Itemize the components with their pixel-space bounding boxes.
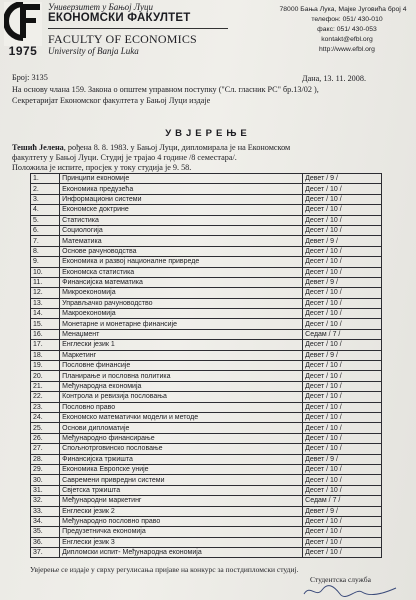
subject-name: Математика <box>60 236 303 246</box>
contact-block <box>280 5 414 55</box>
grade-number: 6. <box>31 225 60 235</box>
subject-name: Економско математички модели и методе <box>60 412 303 422</box>
document-title: УВЈЕРЕЊЕ <box>165 128 251 139</box>
grade-number: 12. <box>31 288 60 298</box>
grade-value: Десет / 10 / <box>303 205 382 215</box>
subject-name: Микроекономија <box>60 288 303 298</box>
grade-number: 37. <box>31 548 60 558</box>
subject-name: Монетарне и монетарне финансије <box>60 319 303 329</box>
faculty-name-cyr: ЕКОНОМСКИ ФАКУЛТЕТ <box>48 12 191 24</box>
table-row <box>31 548 382 558</box>
subject-name: Свјетска тржишта <box>60 485 303 495</box>
table-row <box>31 496 382 506</box>
subject-name: Међународна економија <box>60 381 303 391</box>
document-date: Дана, 13. 11. 2008. <box>302 74 367 83</box>
letterhead <box>48 2 238 57</box>
subject-name: Социологија <box>60 225 303 235</box>
subject-name: Међународно финансирање <box>60 433 303 443</box>
grade-number: 13. <box>31 298 60 308</box>
subject-name: Енглески језик 3 <box>60 537 303 547</box>
subject-name: Финансијска тржишта <box>60 454 303 464</box>
grade-value: Десет / 10 / <box>303 402 382 412</box>
subject-name: Информациони системи <box>60 194 303 204</box>
grade-value: Десет / 10 / <box>303 288 382 298</box>
faculty-logo <box>4 2 42 46</box>
faculty-name-en: FACULTY OF ECONOMICS <box>48 32 197 46</box>
table-row <box>31 288 382 298</box>
grade-value: Десет / 10 / <box>303 319 382 329</box>
grade-value: Десет / 10 / <box>303 475 382 485</box>
address: 78000 Бања Лука, Мајке Југовића број 4 <box>279 6 407 13</box>
fax: факс: 051/ 430-053 <box>317 26 377 33</box>
grade-value: Девет / 9 / <box>303 277 382 287</box>
table-row <box>31 329 382 339</box>
subject-name: Економика предузећа <box>60 184 303 194</box>
document-number: Број: 3135 <box>12 73 48 82</box>
grade-number: 29. <box>31 464 60 474</box>
founding-year: 1975 <box>8 44 38 58</box>
grade-number: 7. <box>31 236 60 246</box>
grade-number: 24. <box>31 412 60 422</box>
subject-name: Макроекономија <box>60 309 303 319</box>
grade-number: 2. <box>31 184 60 194</box>
grades-table <box>30 173 382 558</box>
signature <box>300 582 400 600</box>
grade-value: Десет / 10 / <box>303 257 382 267</box>
grade-number: 34. <box>31 516 60 526</box>
grade-value: Десет / 10 / <box>303 392 382 402</box>
grade-value: Девет / 9 / <box>303 454 382 464</box>
subject-name: Енглески језик 2 <box>60 506 303 516</box>
subject-name: Основе рачуноводства <box>60 246 303 256</box>
letterhead-divider <box>48 28 228 29</box>
grade-number: 26. <box>31 433 60 443</box>
grade-value: Десет / 10 / <box>303 361 382 371</box>
grade-number: 33. <box>31 506 60 516</box>
table-row <box>31 309 382 319</box>
grade-value: Девет / 9 / <box>303 174 382 184</box>
grade-number: 3. <box>31 194 60 204</box>
subject-name: Управљачко рачуноводство <box>60 298 303 308</box>
grade-value: Десет / 10 / <box>303 246 382 256</box>
grade-value: Десет / 10 / <box>303 267 382 277</box>
table-row <box>31 527 382 537</box>
grade-value: Девет / 9 / <box>303 236 382 246</box>
grade-number: 9. <box>31 257 60 267</box>
grade-number: 15. <box>31 319 60 329</box>
table-row <box>31 464 382 474</box>
grade-number: 16. <box>31 329 60 339</box>
table-row <box>31 340 382 350</box>
grade-number: 23. <box>31 402 60 412</box>
grade-value: Седам / 7 / <box>303 496 382 506</box>
subject-name: Менаџмент <box>60 329 303 339</box>
table-row <box>31 236 382 246</box>
table-row <box>31 371 382 381</box>
grade-value: Десет / 10 / <box>303 225 382 235</box>
subject-name: Економика и развој националне привреде <box>60 257 303 267</box>
subject-name: Предузетничка економија <box>60 527 303 537</box>
table-row <box>31 194 382 204</box>
table-row <box>31 537 382 547</box>
grade-number: 19. <box>31 361 60 371</box>
table-row <box>31 402 382 412</box>
grade-value: Десет / 10 / <box>303 298 382 308</box>
subject-name: Финансијска математика <box>60 277 303 287</box>
subject-name: Економске доктрине <box>60 205 303 215</box>
body-line-1 <box>12 143 290 153</box>
website: http://www.efbl.org <box>319 46 375 53</box>
table-row <box>31 350 382 360</box>
subject-name: Економска статистика <box>60 267 303 277</box>
body-line-3: Положила је испите, просјек у току студија је 9. 58. <box>12 163 192 172</box>
grade-number: 21. <box>31 381 60 391</box>
subject-name: Основи дипломатије <box>60 423 303 433</box>
subject-name: Међународно пословно право <box>60 516 303 526</box>
grade-number: 32. <box>31 496 60 506</box>
preamble-line-1: На основу члана 159. Закона о општем управном поступку ("Сл. гласник РС" бр.13/02 ), <box>12 85 319 94</box>
table-row <box>31 205 382 215</box>
table-row <box>31 246 382 256</box>
university-name-en: University of Banja Luka <box>48 46 139 56</box>
subject-name: Дипломски испит- Међународна економија <box>60 548 303 558</box>
grade-value: Десет / 10 / <box>303 215 382 225</box>
grade-number: 5. <box>31 215 60 225</box>
subject-name: Планирање и пословна политика <box>60 371 303 381</box>
grade-number: 22. <box>31 392 60 402</box>
table-row <box>31 215 382 225</box>
grade-value: Десет / 10 / <box>303 194 382 204</box>
grade-value: Десет / 10 / <box>303 423 382 433</box>
table-row <box>31 184 382 194</box>
grade-value: Десет / 10 / <box>303 412 382 422</box>
table-row <box>31 485 382 495</box>
grade-number: 8. <box>31 246 60 256</box>
table-row <box>31 174 382 184</box>
grade-number: 31. <box>31 485 60 495</box>
table-row <box>31 225 382 235</box>
grade-number: 17. <box>31 340 60 350</box>
grade-value: Десет / 10 / <box>303 184 382 194</box>
subject-name: Енглески језик 1 <box>60 340 303 350</box>
grade-value: Десет / 10 / <box>303 485 382 495</box>
grade-number: 35. <box>31 527 60 537</box>
table-row <box>31 381 382 391</box>
subject-name: Пословно право <box>60 402 303 412</box>
table-row <box>31 277 382 287</box>
body-text-1: , рођена 8. 8. 1983. у Бањој Луци, дипломирала је на Економском <box>63 143 291 152</box>
grade-value: Десет / 10 / <box>303 340 382 350</box>
grade-value: Десет / 10 / <box>303 381 382 391</box>
table-row <box>31 475 382 485</box>
table-row <box>31 298 382 308</box>
grade-value: Десет / 10 / <box>303 433 382 443</box>
subject-name: Статистика <box>60 215 303 225</box>
grade-number: 20. <box>31 371 60 381</box>
grade-number: 10. <box>31 267 60 277</box>
subject-name: Принципи економије <box>60 174 303 184</box>
subject-name: Маркетинг <box>60 350 303 360</box>
grade-value: Десет / 10 / <box>303 464 382 474</box>
subject-name: Економика Европске уније <box>60 464 303 474</box>
grade-value: Десет / 10 / <box>303 548 382 558</box>
subject-name: Спољнотрговинско пословање <box>60 444 303 454</box>
grade-value: Десет / 10 / <box>303 537 382 547</box>
grade-value: Девет / 9 / <box>303 350 382 360</box>
grades-table-body <box>31 174 382 558</box>
grade-number: 25. <box>31 423 60 433</box>
email: kontakt@efbl.org <box>321 36 373 43</box>
grade-value: Десет / 10 / <box>303 516 382 526</box>
grade-number: 1. <box>31 174 60 184</box>
table-row <box>31 516 382 526</box>
grade-value: Седам / 7 / <box>303 329 382 339</box>
preamble-line-2: Секретаријат Економског факултета у Бањој Луци издаје <box>12 96 211 105</box>
grade-number: 14. <box>31 309 60 319</box>
grade-number: 36. <box>31 537 60 547</box>
subject-name: Пословне финансије <box>60 361 303 371</box>
table-row <box>31 444 382 454</box>
faculty-logo-icon <box>4 2 42 46</box>
table-row <box>31 319 382 329</box>
table-row <box>31 257 382 267</box>
grade-value: Десет / 10 / <box>303 527 382 537</box>
grade-number: 18. <box>31 350 60 360</box>
grade-number: 30. <box>31 475 60 485</box>
subject-name: Међународни маркетинг <box>60 496 303 506</box>
student-name: Тешић Јелена <box>12 143 64 152</box>
table-row <box>31 423 382 433</box>
student-service-label: Студентска служба <box>310 575 371 584</box>
grade-number: 27. <box>31 444 60 454</box>
subject-name: Контрола и ревизија пословања <box>60 392 303 402</box>
table-row <box>31 506 382 516</box>
phone: телефон: 051/ 430-010 <box>311 16 383 23</box>
purpose-statement: Увјерење се издаје у сврху регулисања пријаве на конкурс за постдипломски студиј. <box>30 565 299 574</box>
university-name-cyr: Универзитет у Бањој Луци <box>48 2 154 12</box>
table-row <box>31 433 382 443</box>
table-row <box>31 412 382 422</box>
subject-name: Савремени привредни системи <box>60 475 303 485</box>
table-row <box>31 267 382 277</box>
grade-number: 28. <box>31 454 60 464</box>
table-row <box>31 361 382 371</box>
grade-value: Десет / 10 / <box>303 371 382 381</box>
grade-number: 4. <box>31 205 60 215</box>
grade-number: 11. <box>31 277 60 287</box>
table-row <box>31 454 382 464</box>
grade-value: Десет / 10 / <box>303 444 382 454</box>
grade-value: Девет / 9 / <box>303 506 382 516</box>
body-line-2: факултету у Бањој Луци. Студиј је трајао 4 године /8 семестара/. <box>12 153 237 162</box>
table-row <box>31 392 382 402</box>
grade-value: Десет / 10 / <box>303 309 382 319</box>
